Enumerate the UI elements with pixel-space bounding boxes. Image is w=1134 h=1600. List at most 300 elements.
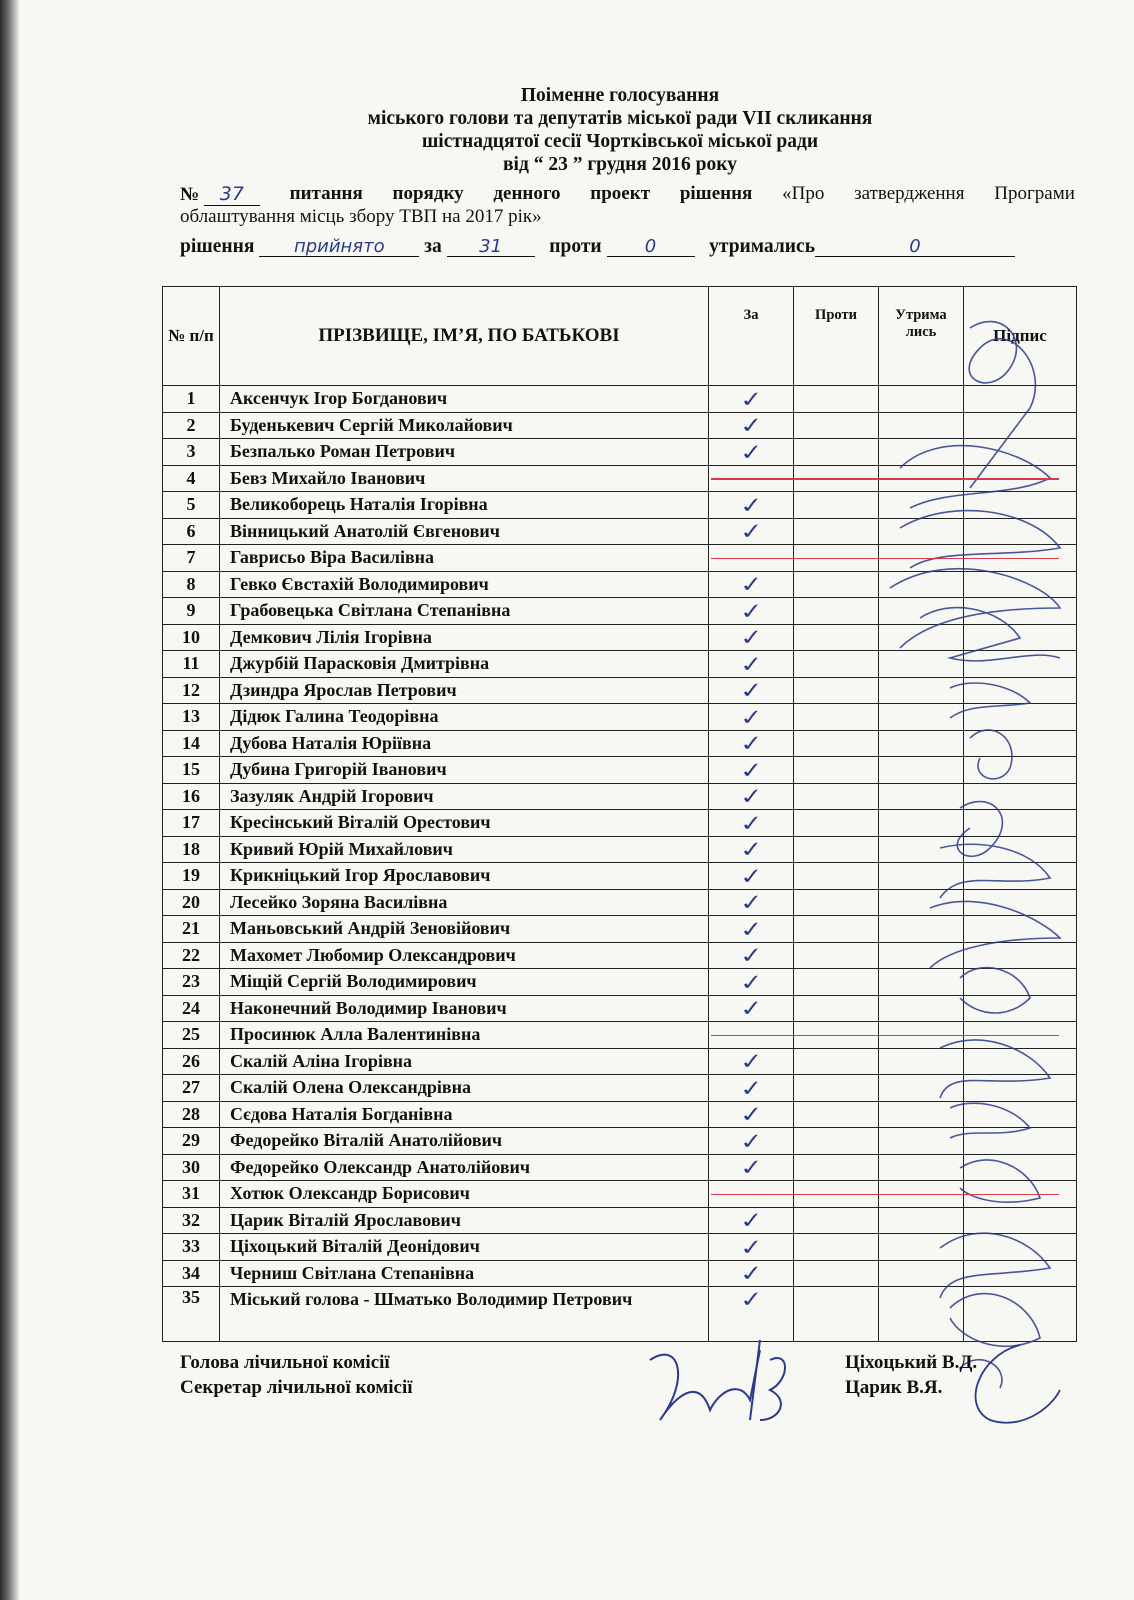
row-signature <box>964 730 1077 757</box>
row-name: Скалій Олена Олександрівна <box>220 1075 709 1102</box>
check-mark-icon: ✓ <box>737 491 765 519</box>
row-signature <box>964 518 1077 545</box>
row-vote-against <box>794 969 879 996</box>
table-row <box>163 942 1077 969</box>
row-vote-for <box>709 1048 794 1075</box>
check-mark-icon: ✓ <box>737 1047 765 1075</box>
row-vote-against <box>794 1075 879 1102</box>
check-mark-icon: ✓ <box>737 915 765 943</box>
check-mark-icon: ✓ <box>737 756 765 784</box>
table-row <box>163 995 1077 1022</box>
row-vote-for <box>709 1207 794 1234</box>
row-vote-for <box>709 518 794 545</box>
check-mark-icon: ✓ <box>737 570 765 598</box>
row-vote-abstained <box>879 1234 964 1261</box>
table-row <box>163 783 1077 810</box>
row-vote-abstained <box>879 1128 964 1155</box>
check-mark-icon: ✓ <box>737 650 765 678</box>
check-mark-icon: ✓ <box>737 517 765 545</box>
row-vote-abstained <box>879 1048 964 1075</box>
against-label: проти <box>549 236 602 257</box>
agenda-question-line-2: облаштування місць збору ТВП на 2017 рік» <box>180 206 542 227</box>
row-number: 28 <box>163 1101 220 1128</box>
row-name: Наконечний Володимир Іванович <box>220 995 709 1022</box>
secretary-name: Царик В.Я. <box>845 1377 943 1398</box>
row-signature <box>964 439 1077 466</box>
row-signature <box>964 1128 1077 1155</box>
row-vote-abstained <box>879 571 964 598</box>
row-vote-against <box>794 1234 879 1261</box>
col-header-name: ПРІЗВИЩЕ, ІМ’Я, ПО БАТЬКОВІ <box>220 287 709 386</box>
row-vote-abstained <box>879 757 964 784</box>
row-vote-abstained <box>879 704 964 731</box>
row-vote-for <box>709 492 794 519</box>
check-mark-icon: ✓ <box>737 1259 765 1287</box>
check-mark-icon: ✓ <box>737 1153 765 1181</box>
row-name: Міщій Сергій Володимирович <box>220 969 709 996</box>
row-vote-abstained <box>879 1101 964 1128</box>
row-signature <box>964 1287 1077 1342</box>
row-name: Махомет Любомир Олександрович <box>220 942 709 969</box>
question-word: рішення <box>679 183 753 204</box>
check-mark-icon: ✓ <box>737 862 765 890</box>
row-vote-abstained <box>879 863 964 890</box>
row-name: Кривий Юрій Михайлович <box>220 836 709 863</box>
row-vote-against <box>794 1154 879 1181</box>
against-count: 0 <box>607 236 695 257</box>
header-line-3: шістнадцятої сесії Чортківської міської ради <box>421 131 819 152</box>
row-vote-abstained <box>879 1154 964 1181</box>
question-number-value: 37 <box>204 183 260 206</box>
check-mark-icon: ✓ <box>737 729 765 757</box>
roll-call-table <box>162 286 1077 1342</box>
table-row <box>163 730 1077 757</box>
row-signature <box>964 571 1077 598</box>
row-name: Царик Віталій Ярославович <box>220 1207 709 1234</box>
row-vote-for <box>709 651 794 678</box>
decision-label: рішення <box>180 236 255 257</box>
row-signature <box>964 995 1077 1022</box>
chair-row <box>180 1350 1030 1375</box>
col-header-abstained: Утрима лись <box>879 287 964 386</box>
row-signature <box>964 757 1077 784</box>
header-title: Поіменне голосування <box>520 85 720 106</box>
row-vote-abstained <box>879 598 964 625</box>
row-vote-against <box>794 916 879 943</box>
row-vote-for <box>709 677 794 704</box>
row-vote-for <box>709 995 794 1022</box>
row-name: Дзиндра Ярослав Петрович <box>220 677 709 704</box>
row-vote-against <box>794 1287 879 1342</box>
row-number: 14 <box>163 730 220 757</box>
row-number: 9 <box>163 598 220 625</box>
row-name: Зазуляк Андрій Ігорович <box>220 783 709 810</box>
question-word: питання <box>289 183 363 204</box>
row-signature <box>964 677 1077 704</box>
row-signature <box>964 810 1077 837</box>
row-number: 6 <box>163 518 220 545</box>
row-vote-against <box>794 518 879 545</box>
row-vote-for <box>709 836 794 863</box>
row-number: 24 <box>163 995 220 1022</box>
check-mark-icon: ✓ <box>737 1233 765 1261</box>
row-vote-for <box>709 1154 794 1181</box>
row-signature <box>964 1075 1077 1102</box>
agenda-question <box>180 183 1075 228</box>
row-vote-against <box>794 757 879 784</box>
row-vote-against <box>794 1260 879 1287</box>
table-row <box>163 1207 1077 1234</box>
row-signature <box>964 1101 1077 1128</box>
row-vote-for <box>709 1101 794 1128</box>
row-number: 35 <box>163 1287 220 1342</box>
absent-strike-line <box>711 1194 1059 1196</box>
row-number: 15 <box>163 757 220 784</box>
row-vote-against <box>794 942 879 969</box>
row-vote-for <box>709 916 794 943</box>
row-name: Безпалько Роман Петрович <box>220 439 709 466</box>
row-signature <box>964 863 1077 890</box>
row-name: Дубова Наталія Юріївна <box>220 730 709 757</box>
table-row <box>163 439 1077 466</box>
for-count: 31 <box>447 236 535 257</box>
secretary-label: Секретар лічильної комісії <box>180 1377 413 1398</box>
check-mark-icon: ✓ <box>737 597 765 625</box>
row-name: Джурбій Парасковія Дмитрівна <box>220 651 709 678</box>
row-number: 21 <box>163 916 220 943</box>
for-label: за <box>424 236 442 257</box>
check-mark-icon: ✓ <box>737 703 765 731</box>
row-number: 8 <box>163 571 220 598</box>
row-vote-for <box>709 386 794 413</box>
row-vote-abstained <box>879 783 964 810</box>
table-row <box>163 916 1077 943</box>
row-number: 3 <box>163 439 220 466</box>
row-number: 12 <box>163 677 220 704</box>
row-vote-against <box>794 704 879 731</box>
row-number: 5 <box>163 492 220 519</box>
row-name: Маньовський Андрій Зеновійович <box>220 916 709 943</box>
row-vote-for <box>709 598 794 625</box>
absent-strike-line <box>711 1035 1059 1037</box>
question-word: порядку <box>392 183 464 204</box>
row-vote-against <box>794 598 879 625</box>
row-vote-for <box>709 969 794 996</box>
row-vote-abstained <box>879 810 964 837</box>
row-signature <box>964 889 1077 916</box>
row-vote-abstained <box>879 677 964 704</box>
row-number: 4 <box>163 465 220 492</box>
table-row <box>163 518 1077 545</box>
row-vote-against <box>794 1128 879 1155</box>
row-vote-abstained <box>879 730 964 757</box>
row-signature <box>964 916 1077 943</box>
abstained-label: утримались <box>709 236 816 257</box>
row-number: 19 <box>163 863 220 890</box>
row-vote-for <box>709 439 794 466</box>
table-row <box>163 677 1077 704</box>
row-vote-against <box>794 810 879 837</box>
question-word: проект <box>590 183 651 204</box>
row-vote-against <box>794 1207 879 1234</box>
row-number: 30 <box>163 1154 220 1181</box>
row-name: Лесейко Зоряна Василівна <box>220 889 709 916</box>
row-vote-against <box>794 386 879 413</box>
row-name: Крикніцький Ігор Ярославович <box>220 863 709 890</box>
row-vote-abstained <box>879 624 964 651</box>
row-number: 25 <box>163 1022 220 1049</box>
row-number: 16 <box>163 783 220 810</box>
row-number: 31 <box>163 1181 220 1208</box>
row-signature <box>964 492 1077 519</box>
row-vote-for <box>709 757 794 784</box>
row-vote-for <box>709 810 794 837</box>
row-signature <box>964 942 1077 969</box>
row-vote-abstained <box>879 1260 964 1287</box>
document-header <box>160 84 1080 176</box>
row-number: 7 <box>163 545 220 572</box>
row-name: Дідюк Галина Теодорівна <box>220 704 709 731</box>
row-name: Ціхоцький Віталій Деонідович <box>220 1234 709 1261</box>
row-vote-against <box>794 783 879 810</box>
row-vote-for <box>709 624 794 651</box>
check-mark-icon: ✓ <box>737 782 765 810</box>
table-row <box>163 889 1077 916</box>
decision-value: прийнято <box>259 236 419 257</box>
table-row <box>163 386 1077 413</box>
row-vote-against <box>794 439 879 466</box>
row-number: 18 <box>163 836 220 863</box>
question-number-prefix: № <box>180 184 200 205</box>
row-vote-abstained <box>879 942 964 969</box>
table-row <box>163 1154 1077 1181</box>
row-vote-against <box>794 995 879 1022</box>
check-mark-icon: ✓ <box>737 1206 765 1234</box>
table-row <box>163 598 1077 625</box>
row-name: Великоборець Наталія Ігорівна <box>220 492 709 519</box>
row-vote-against <box>794 863 879 890</box>
row-name: Бевз Михайло Іванович <box>220 465 709 492</box>
abstained-count: 0 <box>815 236 1015 257</box>
table-header-row <box>163 287 1077 386</box>
check-mark-icon: ✓ <box>737 835 765 863</box>
row-vote-against <box>794 730 879 757</box>
row-number: 13 <box>163 704 220 731</box>
question-word: денного <box>493 183 561 204</box>
row-vote-abstained <box>879 889 964 916</box>
absent-strike-line <box>711 478 1059 480</box>
row-vote-against <box>794 1101 879 1128</box>
row-number: 20 <box>163 889 220 916</box>
check-mark-icon: ✓ <box>737 941 765 969</box>
row-number: 32 <box>163 1207 220 1234</box>
row-vote-against <box>794 412 879 439</box>
row-vote-against <box>794 836 879 863</box>
row-vote-against <box>794 1048 879 1075</box>
table-row <box>163 836 1077 863</box>
row-name: Хотюк Олександр Борисович <box>220 1181 709 1208</box>
check-mark-icon: ✓ <box>737 994 765 1022</box>
check-mark-icon: ✓ <box>737 623 765 651</box>
row-signature <box>964 598 1077 625</box>
row-number: 11 <box>163 651 220 678</box>
table-row <box>163 571 1077 598</box>
table-row <box>163 492 1077 519</box>
row-name: Вінницький Анатолій Євгенович <box>220 518 709 545</box>
row-number: 29 <box>163 1128 220 1155</box>
question-word: Програми <box>994 183 1075 204</box>
row-name: Грабовецька Світлана Степанівна <box>220 598 709 625</box>
row-vote-against <box>794 651 879 678</box>
check-mark-icon: ✓ <box>737 1127 765 1155</box>
row-vote-abstained <box>879 1207 964 1234</box>
row-vote-for <box>709 704 794 731</box>
row-signature <box>964 704 1077 731</box>
row-signature <box>964 386 1077 413</box>
col-header-for: За <box>709 287 794 386</box>
row-number: 26 <box>163 1048 220 1075</box>
row-vote-for <box>709 412 794 439</box>
check-mark-icon: ✓ <box>737 888 765 916</box>
row-signature <box>964 1154 1077 1181</box>
row-number: 17 <box>163 810 220 837</box>
check-mark-icon: ✓ <box>737 438 765 466</box>
row-number: 1 <box>163 386 220 413</box>
check-mark-icon: ✓ <box>737 1285 765 1313</box>
row-vote-for <box>709 1287 794 1342</box>
row-name: Дубина Григорій Іванович <box>220 757 709 784</box>
row-vote-abstained <box>879 1075 964 1102</box>
row-name: Федорейко Віталій Анатолійович <box>220 1128 709 1155</box>
row-number: 23 <box>163 969 220 996</box>
header-date: від “ 23 ” грудня 2016 року <box>503 154 737 175</box>
row-vote-against <box>794 624 879 651</box>
table-row <box>163 1075 1077 1102</box>
row-signature <box>964 624 1077 651</box>
table-row <box>163 1234 1077 1261</box>
row-signature <box>964 1234 1077 1261</box>
table-row <box>163 1048 1077 1075</box>
table-row <box>163 624 1077 651</box>
row-vote-abstained <box>879 969 964 996</box>
table-row <box>163 412 1077 439</box>
check-mark-icon: ✓ <box>737 676 765 704</box>
check-mark-icon: ✓ <box>737 968 765 996</box>
row-name: Черниш Світлана Степанівна <box>220 1260 709 1287</box>
row-vote-for <box>709 1075 794 1102</box>
table-row <box>163 810 1077 837</box>
decision-summary <box>180 236 1015 258</box>
table-row <box>163 651 1077 678</box>
row-vote-against <box>794 677 879 704</box>
row-signature <box>964 783 1077 810</box>
row-signature <box>964 1048 1077 1075</box>
row-signature <box>964 836 1077 863</box>
table-row <box>163 757 1077 784</box>
row-number: 27 <box>163 1075 220 1102</box>
scan-edge-shadow <box>0 0 20 1600</box>
row-signature <box>964 651 1077 678</box>
row-name: Гевко Євстахій Володимирович <box>220 571 709 598</box>
table-row <box>163 1287 1077 1342</box>
absent-strike-line <box>711 558 1059 560</box>
row-vote-abstained <box>879 439 964 466</box>
col-header-against: Проти <box>794 287 879 386</box>
row-signature <box>964 1207 1077 1234</box>
row-vote-abstained <box>879 386 964 413</box>
secretary-row <box>180 1375 1030 1400</box>
agenda-question-line-1 <box>180 183 1075 206</box>
col-header-signature: Підпис <box>964 287 1077 386</box>
row-vote-for <box>709 1260 794 1287</box>
row-name: Гаврисьо Віра Василівна <box>220 545 709 572</box>
row-name: Буденькевич Сергій Миколайович <box>220 412 709 439</box>
row-name: Кресінський Віталій Орестович <box>220 810 709 837</box>
row-number: 22 <box>163 942 220 969</box>
row-signature <box>964 412 1077 439</box>
question-word: «Про <box>782 183 825 204</box>
row-number: 33 <box>163 1234 220 1261</box>
table-row <box>163 1128 1077 1155</box>
row-name: Скалій Аліна Ігорівна <box>220 1048 709 1075</box>
counting-commission-footer <box>180 1350 1030 1400</box>
row-vote-abstained <box>879 412 964 439</box>
row-vote-abstained <box>879 1287 964 1342</box>
row-vote-abstained <box>879 995 964 1022</box>
table-row <box>163 704 1077 731</box>
header-line-2: міського голови та депутатів міської ради VII скликання <box>367 108 873 129</box>
table-row <box>163 863 1077 890</box>
row-vote-abstained <box>879 492 964 519</box>
check-mark-icon: ✓ <box>737 411 765 439</box>
row-number: 34 <box>163 1260 220 1287</box>
check-mark-icon: ✓ <box>737 809 765 837</box>
row-vote-against <box>794 492 879 519</box>
row-name: Сєдова Наталія Богданівна <box>220 1101 709 1128</box>
row-name: Аксенчук Ігор Богданович <box>220 386 709 413</box>
row-vote-for <box>709 730 794 757</box>
row-vote-against <box>794 571 879 598</box>
table-row <box>163 1260 1077 1287</box>
row-number: 10 <box>163 624 220 651</box>
row-name: Просинюк Алла Валентинівна <box>220 1022 709 1049</box>
check-mark-icon: ✓ <box>737 1100 765 1128</box>
row-signature <box>964 1260 1077 1287</box>
row-vote-for <box>709 571 794 598</box>
table-row <box>163 1101 1077 1128</box>
row-number: 2 <box>163 412 220 439</box>
row-vote-for <box>709 863 794 890</box>
row-vote-for <box>709 889 794 916</box>
col-header-number: № п/п <box>163 287 220 386</box>
row-vote-against <box>794 889 879 916</box>
row-vote-abstained <box>879 518 964 545</box>
row-name: Федорейко Олександр Анатолійович <box>220 1154 709 1181</box>
check-mark-icon: ✓ <box>737 385 765 413</box>
chair-label: Голова лічильної комісії <box>180 1352 390 1373</box>
row-vote-abstained <box>879 916 964 943</box>
row-vote-for <box>709 783 794 810</box>
chair-name: Ціхоцький В.Д. <box>845 1352 978 1373</box>
check-mark-icon: ✓ <box>737 1074 765 1102</box>
row-vote-for <box>709 1128 794 1155</box>
row-vote-for <box>709 1234 794 1261</box>
row-vote-abstained <box>879 836 964 863</box>
row-name: Демкович Лілія Ігорівна <box>220 624 709 651</box>
question-word: затвердження <box>854 183 965 204</box>
table-row <box>163 969 1077 996</box>
row-signature <box>964 969 1077 996</box>
